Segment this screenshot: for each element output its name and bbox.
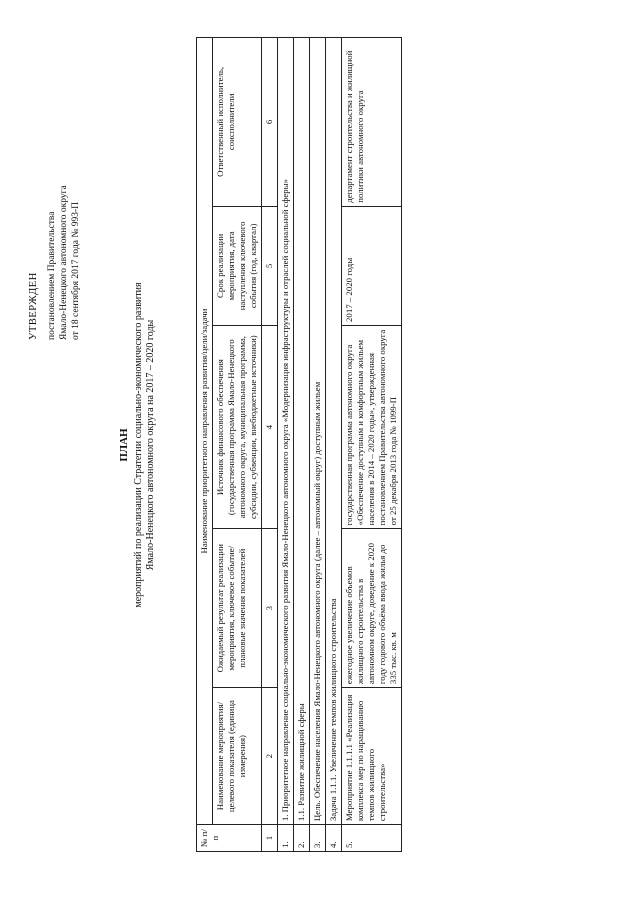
funding-source: государственная программа автономного округа «Обеспечение доступным и комфортным жильем населения в 2014 – 2020 годы», утвержденная постановлением Правительства автономного округа от 25 декабря 2013 года № 1099-П xyxy=(342,325,402,528)
expected-result: ежегодное увеличение объемов жилищного строительства в автономном округе, доведение к 2020 году годового объёма ввода жилья до 335 тыс. кв. м xyxy=(342,529,402,688)
row-number: 5. xyxy=(342,825,402,852)
row-number: 1. xyxy=(278,825,294,852)
approval-title: УТВЕРЖДЕН xyxy=(28,272,39,340)
col-header-executor: Ответственный исполнитель, соисполнители xyxy=(213,38,262,207)
section-text: 1. Приоритетное направление социально-экономического развития Ямало-Ненецкого автономного округа «Модернизация инфраструктуры и отраслей социальной сферы» xyxy=(278,38,294,825)
implementation-term: 2017 – 2020 годы xyxy=(342,206,402,325)
section-text: Цель. Обеспечение населения Ямало-Ненецкого автономного округа (далее – автономный округ) доступным жильем xyxy=(310,38,326,825)
column-number: 4 xyxy=(262,325,278,528)
plan-table xyxy=(196,37,402,852)
plan-heading: ПЛАН xyxy=(118,428,130,462)
col-header-num: № п/п xyxy=(197,825,262,852)
row-number: 3. xyxy=(310,825,326,852)
column-number: 6 xyxy=(262,38,278,207)
header-row xyxy=(213,38,262,852)
column-number: 3 xyxy=(262,529,278,688)
col-header-name: Наименование мероприятия/целевого показателя (единица измерения) xyxy=(213,688,262,825)
col-header-result: Ожидаемый результат реализации мероприятия, ключевое событие/плановые значения показателей xyxy=(213,529,262,688)
section-text: Задача 1.1.1. Увеличение темпов жилищного строительства xyxy=(326,38,342,825)
section-text: 1.1. Развитие жилищной сферы xyxy=(294,38,310,825)
approval-line: Ямало-Ненецкого автономного округа xyxy=(59,185,69,340)
column-number-row xyxy=(262,38,278,852)
plan-title xyxy=(118,65,157,825)
section-row xyxy=(326,38,342,852)
column-number: 1 xyxy=(262,825,278,852)
col-header-term: Срок реализации мероприятия, дата наступления ключевого события (год, квартал) xyxy=(213,206,262,325)
plan-subtitle: мероприятий по реализации Стратегии социально-экономического развития xyxy=(133,282,144,608)
column-number: 2 xyxy=(262,688,278,825)
column-number: 5 xyxy=(262,206,278,325)
plan-subtitle: Ямало-Ненецкого автономного округа на 2017 – 2020 годы xyxy=(145,319,156,571)
approval-line: постановлением Правительства xyxy=(47,211,57,340)
header-row xyxy=(197,38,213,852)
section-row xyxy=(310,38,326,852)
group-header: Наименование приоритетного направления развития/цели/задачи xyxy=(197,38,213,825)
activity-name: Мероприятие 1.1.1.1 «Реализация комплекса мер по наращиванию темпов жилищного строительства» xyxy=(342,688,402,825)
section-row xyxy=(294,38,310,852)
responsible-executor: департамент строительства и жилищной политики автономного округа xyxy=(342,38,402,207)
section-row xyxy=(278,38,294,852)
approval-stamp xyxy=(28,10,82,340)
approval-line: от 18 сентября 2017 года № 993-П xyxy=(71,201,81,340)
row-number: 2. xyxy=(294,825,310,852)
col-header-source: Источник финансового обеспечения (государственная программа Ямало-Ненецкого автономного округа, муниципальная программа, субсидии, субвенции, внебюджетные источники) xyxy=(213,325,262,528)
table-row xyxy=(342,38,402,852)
row-number: 4. xyxy=(326,825,342,852)
